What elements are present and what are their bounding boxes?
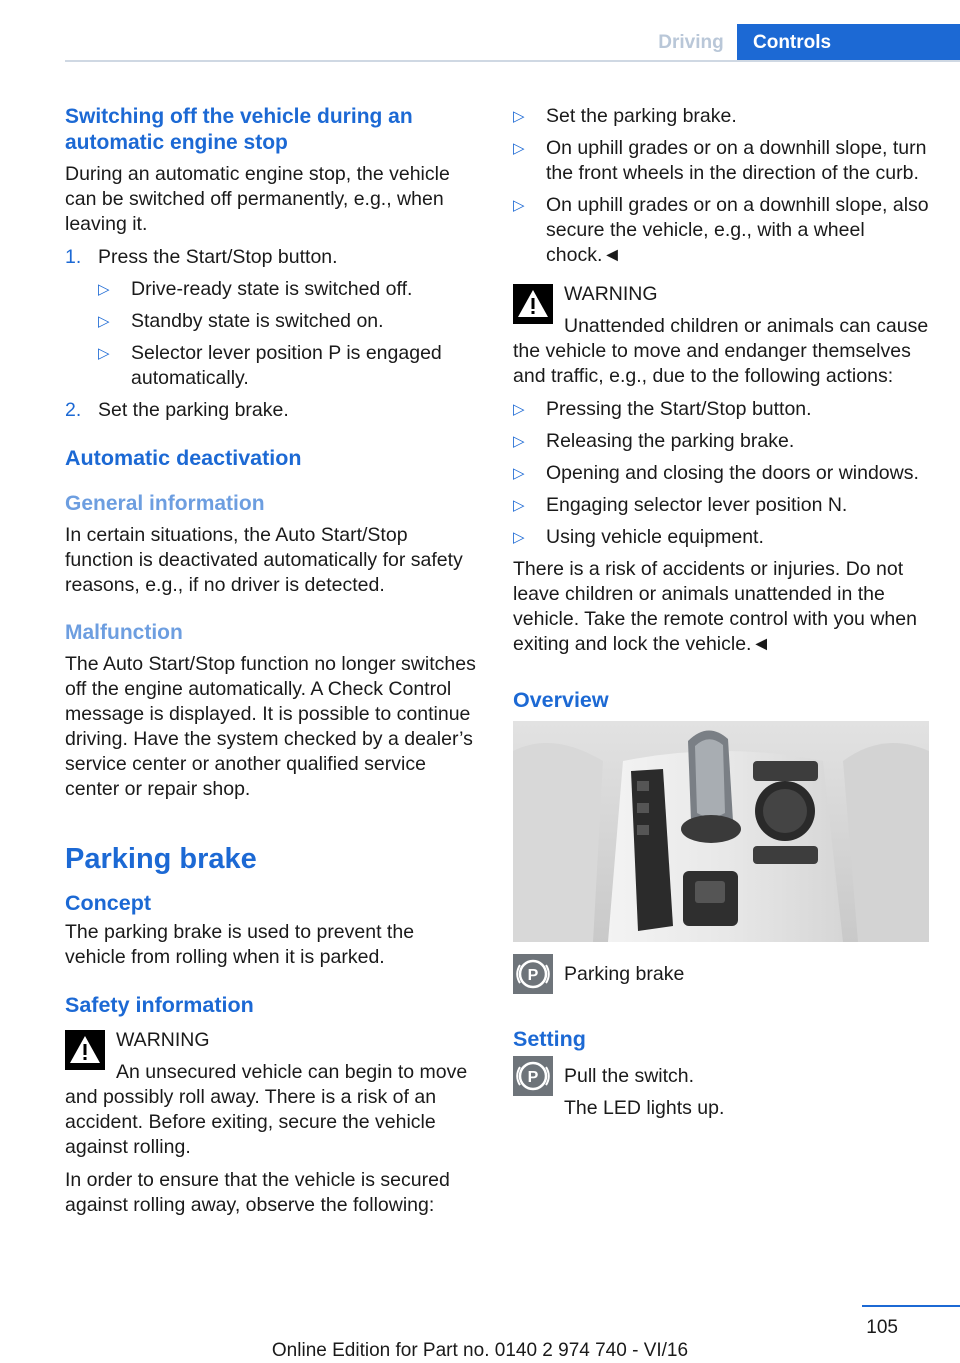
heading-safety-information: Safety information xyxy=(65,993,254,1017)
list-item xyxy=(513,461,929,486)
triangle-right-icon: ▷ xyxy=(98,313,110,330)
heading-automatic-deactivation: Automatic deactivation xyxy=(65,446,302,470)
list-item xyxy=(98,277,477,302)
triangle-right-icon: ▷ xyxy=(98,345,110,362)
triangle-right-icon: ▷ xyxy=(513,465,525,482)
list-item-text: Set the parking brake. xyxy=(546,105,737,127)
heading-general-information: General information xyxy=(65,492,265,515)
step-text: Press the Start/Stop button. xyxy=(98,246,338,268)
warning-triangle-icon xyxy=(513,284,553,324)
warning-triangle-icon xyxy=(65,1030,105,1070)
paragraph-ensure: In order to ensure that the vehicle is secured against rolling away, observe the following: xyxy=(65,1169,450,1216)
step-text: Set the parking brake. xyxy=(98,399,289,421)
center-console-photo xyxy=(513,721,929,942)
list-item xyxy=(513,429,929,454)
list-item-text: Selector lever position P is engaged automatically. xyxy=(131,342,442,389)
warning-title: WARNING xyxy=(116,1029,210,1051)
parking-brake-icon xyxy=(513,1056,553,1096)
heading-concept: Concept xyxy=(65,891,151,915)
list-item xyxy=(513,104,929,129)
list-item-text: On uphill grades or on a downhill slope, also secure the vehicle, e.g., with a wheel chock.◄ xyxy=(546,194,929,266)
list-item xyxy=(513,493,929,518)
footer-edition: Online Edition for Part no. 0140 2 974 740 - VI/16 xyxy=(271,1340,689,1361)
setting-step-2: The LED lights up. xyxy=(564,1097,725,1119)
triangle-right-icon: ▷ xyxy=(98,281,110,298)
list-item-text: Pressing the Start/Stop button. xyxy=(546,398,812,420)
setting-row xyxy=(513,1064,929,1121)
svg-text:P: P xyxy=(527,1069,539,1086)
step-number: 1. xyxy=(65,246,82,268)
caption-parking-brake: Parking brake xyxy=(564,963,685,985)
step-number: 2. xyxy=(65,399,82,421)
list-item-text: Using vehicle equipment. xyxy=(546,526,764,548)
svg-text:P: P xyxy=(527,967,539,984)
triangle-right-icon: ▷ xyxy=(513,197,525,214)
header-section-driving: Driving xyxy=(658,32,724,53)
list-item xyxy=(513,397,929,422)
header-divider xyxy=(65,60,960,62)
list-item-text: On uphill grades or on a downhill slope, turn the front wheels in the direction of the curb. xyxy=(546,137,927,184)
warning-block xyxy=(65,1028,477,1053)
heading-malfunction: Malfunction xyxy=(65,621,183,644)
list-item-text: Engaging selector lever position N. xyxy=(546,494,848,516)
list-item-text: Releasing the parking brake. xyxy=(546,430,795,452)
page-number: 105 xyxy=(866,1317,898,1338)
triangle-right-icon: ▷ xyxy=(513,529,525,546)
heading-switch-off: Switching off the vehicle during an automatic engine stop xyxy=(65,105,413,154)
list-item-text: Opening and closing the doors or windows. xyxy=(546,462,919,484)
setting-step-1: Pull the switch. xyxy=(564,1065,695,1087)
warning-text: Unattended children or animals can cause the vehicle to move and endanger themselves and traffic, e.g., due to the following actions: xyxy=(513,315,929,387)
list-item xyxy=(513,193,929,268)
list-item-text: Standby state is switched on. xyxy=(131,310,384,332)
step-2 xyxy=(65,398,477,423)
right-column xyxy=(513,104,929,1131)
list-item xyxy=(513,525,929,550)
paragraph-switch-off: During an automatic engine stop, the vehicle can be switched off permanently, e.g., when leaving it. xyxy=(65,163,450,235)
header-chapter-controls: Controls xyxy=(737,24,960,62)
triangle-right-icon: ▷ xyxy=(513,433,525,450)
page-number-rule xyxy=(862,1305,960,1307)
triangle-right-icon: ▷ xyxy=(513,140,525,157)
heading-parking-brake: Parking brake xyxy=(65,843,257,875)
list-item-text: Drive-ready state is switched off. xyxy=(131,278,413,300)
paragraph-general: In certain situations, the Auto Start/Stop function is deactivated automatically for safety reasons, e.g., if no driver is detected. xyxy=(65,524,463,596)
paragraph-concept: The parking brake is used to prevent the vehicle from rolling when it is parked. xyxy=(65,921,415,968)
triangle-right-icon: ▷ xyxy=(513,497,525,514)
step-1 xyxy=(65,245,477,270)
parking-brake-icon xyxy=(513,954,553,994)
paragraph-malfunction: The Auto Start/Stop function no longer switches off the engine automatically. A Check Control message is displayed. It is possible to continue driving. Have the system checked by a dealer’s service center or another qualified service center or repair shop. xyxy=(65,653,476,800)
caption-row xyxy=(513,962,929,1004)
list-item xyxy=(513,136,929,186)
heading-setting: Setting xyxy=(513,1027,586,1051)
left-column xyxy=(65,104,477,1226)
warning-text: An unsecured vehicle can begin to move and possibly roll away. There is a risk of an accident. Before exiting, secure the vehicle against rolling. xyxy=(65,1061,468,1158)
triangle-right-icon: ▷ xyxy=(513,401,525,418)
warning-title: WARNING xyxy=(564,283,658,305)
step-1-bullets xyxy=(65,277,477,391)
paragraph-risk: There is a risk of accidents or injuries. Do not leave children or animals unattended in the vehicle. Take the remote control with you when exiting and lock the vehicle.◄ xyxy=(513,558,917,655)
warning-block xyxy=(513,282,929,307)
list-item xyxy=(98,309,477,334)
heading-overview: Overview xyxy=(513,688,609,712)
list-item xyxy=(98,341,477,391)
triangle-right-icon: ▷ xyxy=(513,108,525,125)
